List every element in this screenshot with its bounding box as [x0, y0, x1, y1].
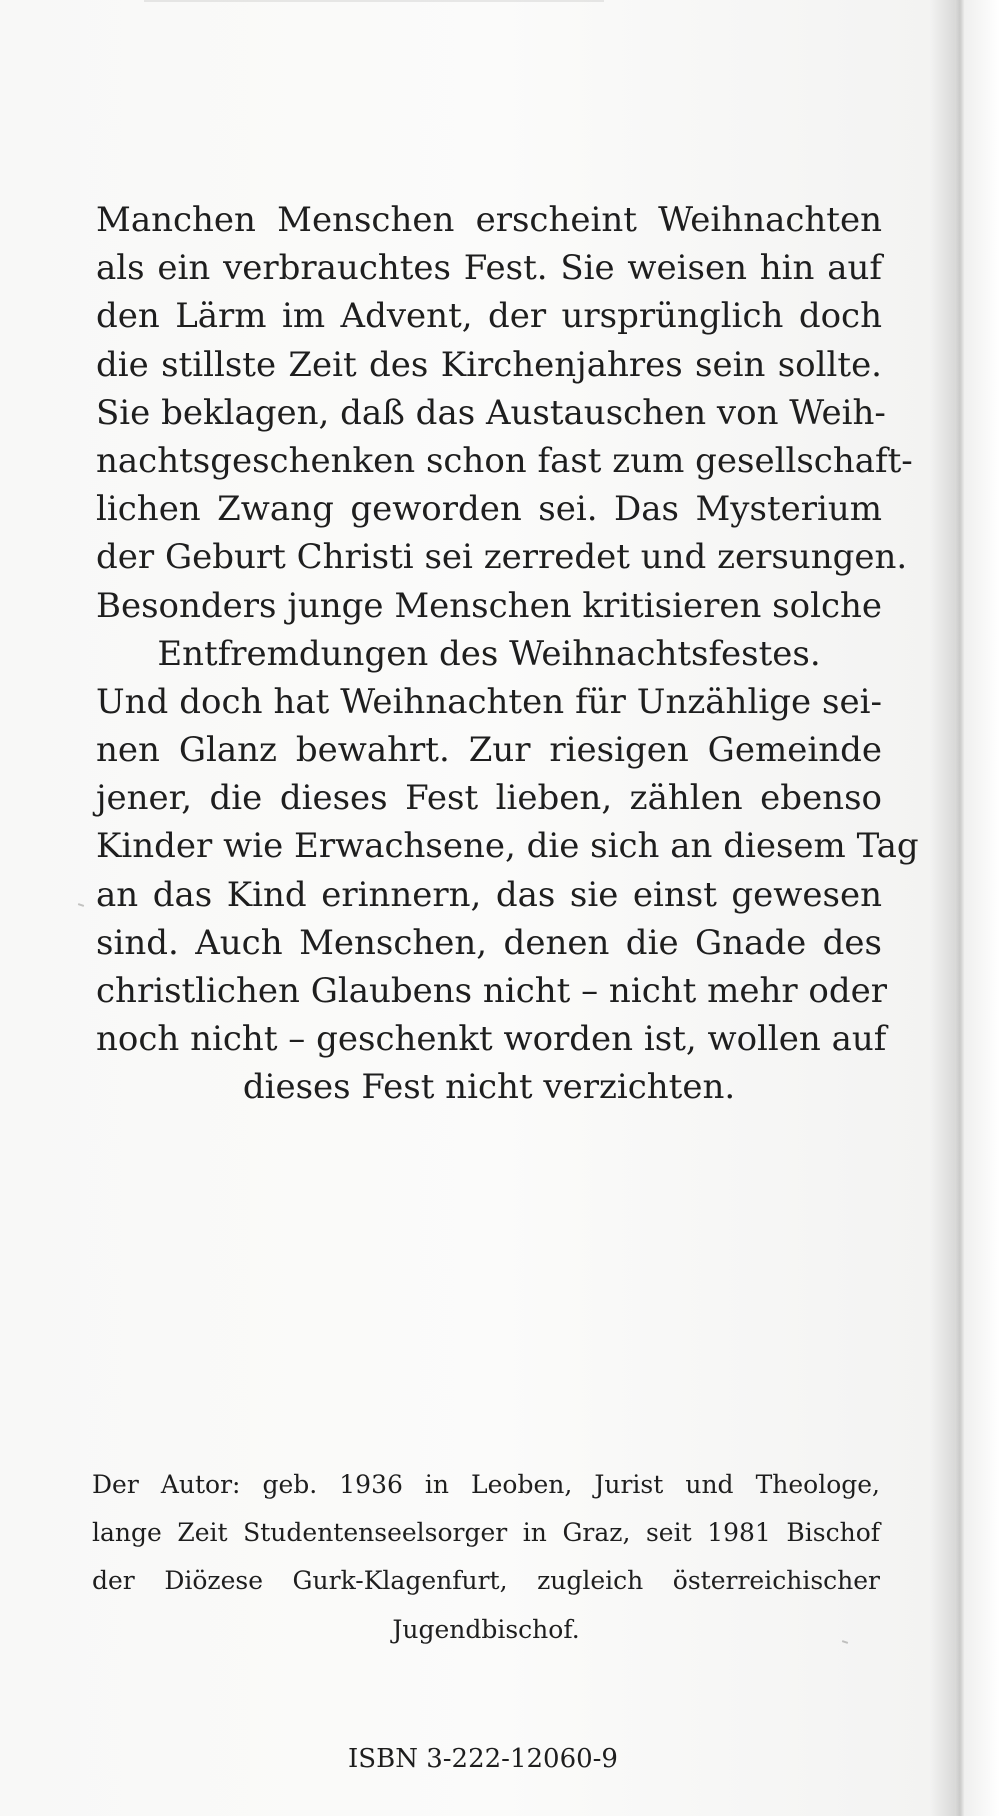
description-line: nen Glanz bewahrt. Zur riesigen Gemeinde [96, 730, 882, 771]
description-line: die stillste Zeit des Kirchenjahres sein sollte. [96, 344, 882, 385]
description-line: noch nicht – geschenkt worden ist, wollen auf [96, 1019, 887, 1060]
description-line: Und doch hat Weihnachten für Unzählige sei- [96, 681, 882, 722]
description-line: sind. Auch Menschen, denen die Gnade des [96, 922, 882, 963]
spine-shadow [956, 0, 964, 1816]
author-line: der Diözese Gurk-Klagenfurt, zugleich österreichischer [92, 1566, 880, 1596]
author-biography [92, 1466, 880, 1659]
description-line: Sie beklagen, daß das Austauschen von Weih- [96, 392, 886, 433]
description-line: den Lärm im Advent, der ursprünglich doch [96, 296, 882, 337]
description-line: Manchen Menschen erscheint Weihnachten [96, 200, 882, 240]
description-line-centered: dieses Fest nicht verzichten. [242, 1067, 736, 1108]
author-line-centered: Jugendbischof. [392, 1614, 580, 1644]
description-line: lichen Zwang geworden sei. Das Mysterium [96, 489, 882, 530]
top-edge-mark [144, 0, 604, 2]
description-line: Besonders junge Menschen kritisieren solche [96, 585, 883, 626]
description-line: nachtsgeschenken schon fast zum gesellschaft- [96, 440, 913, 481]
cover-description-text [96, 196, 919, 1112]
description-line: Kinder wie Erwachsene, die sich an diesem Tag [96, 826, 919, 867]
description-line: als ein verbrauchtes Fest. Sie weisen hin auf [96, 248, 882, 289]
author-line: lange Zeit Studentenseelsorger in Graz, seit 1981 Bischof [92, 1518, 880, 1548]
isbn-number: ISBN 3-222-12060-9 [348, 1744, 618, 1774]
description-line: christlichen Glaubens nicht – nicht mehr oder [96, 971, 888, 1011]
author-line: Der Autor: geb. 1936 in Leoben, Jurist und Theologe, [92, 1470, 880, 1499]
description-line: an das Kind erinnern, das sie einst gewesen [96, 874, 882, 915]
description-line: der Geburt Christi sei zerredet und zersungen. [96, 537, 908, 578]
description-line-centered: Entfremdungen des Weihnachtsfestes. [157, 633, 821, 674]
description-line: jener, die dieses Fest lieben, zählen ebenso [96, 778, 882, 819]
